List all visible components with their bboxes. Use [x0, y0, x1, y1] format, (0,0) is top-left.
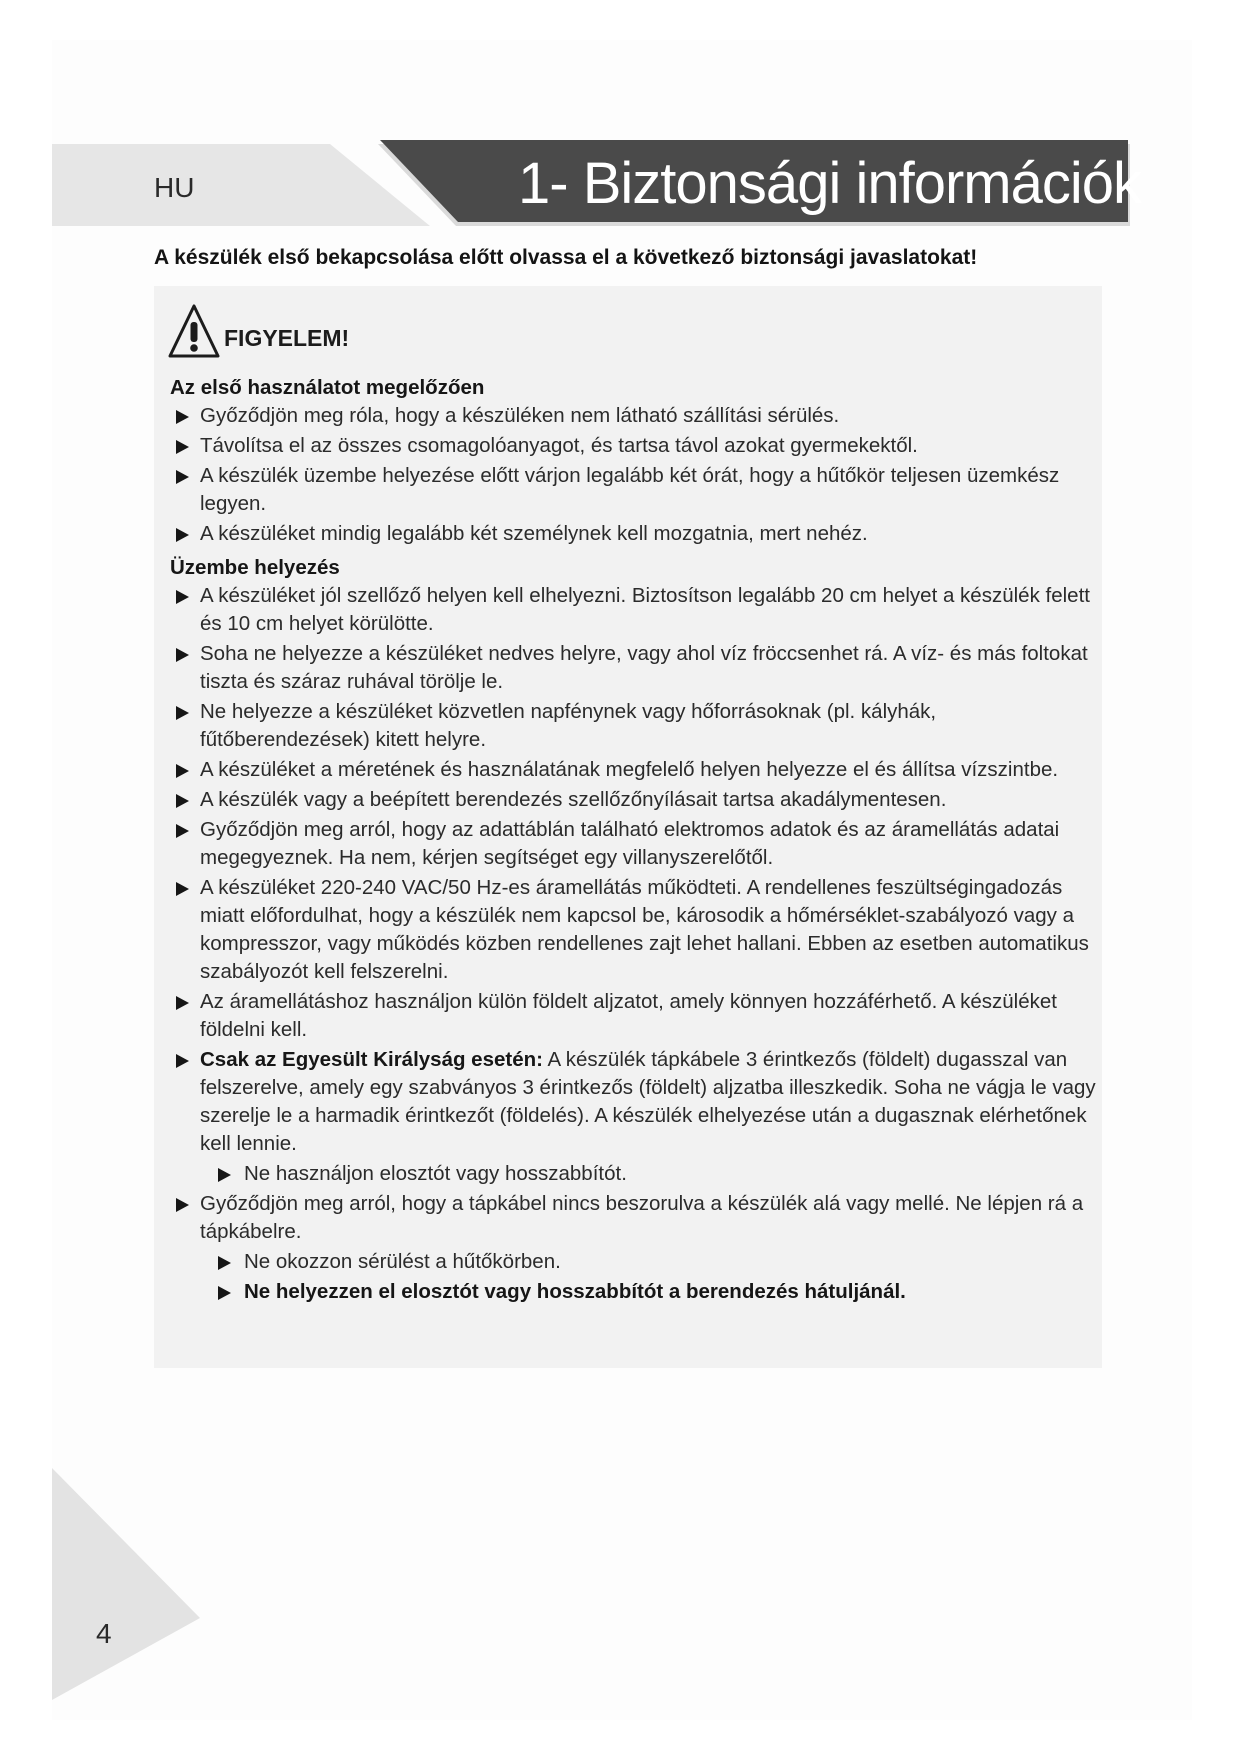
list-item: A készüléket a méretének és használatának megfelelő helyen helyezze el és állítsa vízszintbe. — [170, 756, 1100, 784]
list-item-uk: Csak az Egyesült Királyság esetén: A készülék tápkábele 3 érintkezős (földelt) dugasszal van felszerelve, amely egy szabványos 3 érintkezős (földelt) aljzatba illeszkedik. Soha ne vágja le vagy szerelje le a harmadik érintkezőt (földelés). A készülék elhelyezése után a dugasznak elérhetőnek kell lennie. — [170, 1046, 1100, 1158]
warning-header — [168, 298, 349, 362]
bullet-arrow-icon — [176, 440, 189, 454]
list-item: Győződjön meg arról, hogy az adattáblán található elektromos adatok és az áramellátás adatai megegyeznek. Ha nem, kérjen segítséget egy villanyszerelőtől. — [170, 816, 1100, 872]
bullet-arrow-icon — [176, 824, 189, 838]
bullet-arrow-icon — [176, 1054, 189, 1068]
sub-list-item: Ne okozzon sérülést a hűtőkörben. — [170, 1248, 1100, 1276]
list-item: Soha ne helyezze a készüléket nedves helyre, vagy ahol víz fröccsenhet rá. A víz- és más foltokat tiszta és száraz ruhával törölje le. — [170, 640, 1100, 696]
bullet-arrow-icon — [176, 1198, 189, 1212]
header-tab-light — [52, 144, 430, 226]
bullet-arrow-icon — [218, 1256, 231, 1270]
warning-content — [170, 374, 1100, 1308]
bullet-arrow-icon — [176, 470, 189, 484]
sub-list-item: Ne használjon elosztót vagy hosszabbítót. — [170, 1160, 1100, 1188]
list-item: A készüléket jól szellőző helyen kell elhelyezni. Biztosítson legalább 20 cm helyet a készülék felett és 10 cm helyet körülötte. — [170, 582, 1100, 638]
installation-list — [170, 582, 1100, 1306]
list-item: Távolítsa el az összes csomagolóanyagot, és tartsa távol azokat gyermekektől. — [170, 432, 1100, 460]
section-heading-before-use: Az első használatot megelőzően — [170, 376, 485, 399]
bullet-arrow-icon — [218, 1286, 231, 1300]
bullet-arrow-icon — [176, 794, 189, 808]
before-use-list — [170, 402, 1100, 548]
bullet-arrow-icon — [218, 1168, 231, 1182]
section-heading-installation: Üzembe helyezés — [170, 556, 340, 579]
list-item: A készülék vagy a beépített berendezés szellőzőnyílásait tartsa akadálymentesen. — [170, 786, 1100, 814]
list-item: Az áramellátáshoz használjon külön földelt aljzatot, amely könnyen hozzáférhető. A készüléket földelni kell. — [170, 988, 1100, 1044]
list-item: Győződjön meg róla, hogy a készüléken nem látható szállítási sérülés. — [170, 402, 1100, 430]
intro-text: A készülék első bekapcsolása előtt olvassa el a következő biztonsági javaslatokat! — [154, 246, 978, 269]
sub-list-item: Ne helyezzen el elosztót vagy hosszabbítót a berendezés hátuljánál. — [170, 1278, 1100, 1306]
page-number: 4 — [96, 1618, 112, 1649]
bullet-arrow-icon — [176, 410, 189, 424]
bullet-arrow-icon — [176, 706, 189, 720]
bullet-arrow-icon — [176, 528, 189, 542]
bullet-arrow-icon — [176, 996, 189, 1010]
warning-label: FIGYELEM! — [224, 325, 350, 351]
page-corner-triangle — [52, 1468, 200, 1700]
list-item: Győződjön meg arról, hogy a tápkábel nincs beszorulva a készülék alá vagy mellé. Ne lépjen rá a tápkábelre. — [170, 1190, 1100, 1246]
list-item: A készülék üzembe helyezése előtt várjon legalább két órát, hogy a hűtőkör teljesen üzemkész legyen. — [170, 462, 1100, 518]
list-item: A készüléket 220-240 VAC/50 Hz-es áramellátás működteti. A rendellenes feszültségingadozás miatt előfordulhat, hogy a készülék nem kapcsol be, károsodik a hőmérséklet-szabályozó vagy a kompresszor, vagy működés közben rendellenes zajt lehet hallani. Ebben az esetben automatikus szabályozót kell felszerelni. — [170, 874, 1100, 986]
bullet-arrow-icon — [176, 882, 189, 896]
list-item: Ne helyezze a készüléket közvetlen napfénynek vagy hőforrásoknak (pl. kályhák, fűtőberendezések) kitett helyre. — [170, 698, 1100, 754]
language-code: HU — [154, 172, 195, 203]
bullet-arrow-icon — [176, 648, 189, 662]
warning-triangle-icon — [168, 302, 220, 362]
bullet-arrow-icon — [176, 764, 189, 778]
warning-box — [154, 286, 1102, 1368]
list-item: A készüléket mindig legalább két személynek kell mozgatnia, mert nehéz. — [170, 520, 1100, 548]
page-title: 1- Biztonsági információk — [518, 151, 1141, 216]
bullet-arrow-icon — [176, 590, 189, 604]
